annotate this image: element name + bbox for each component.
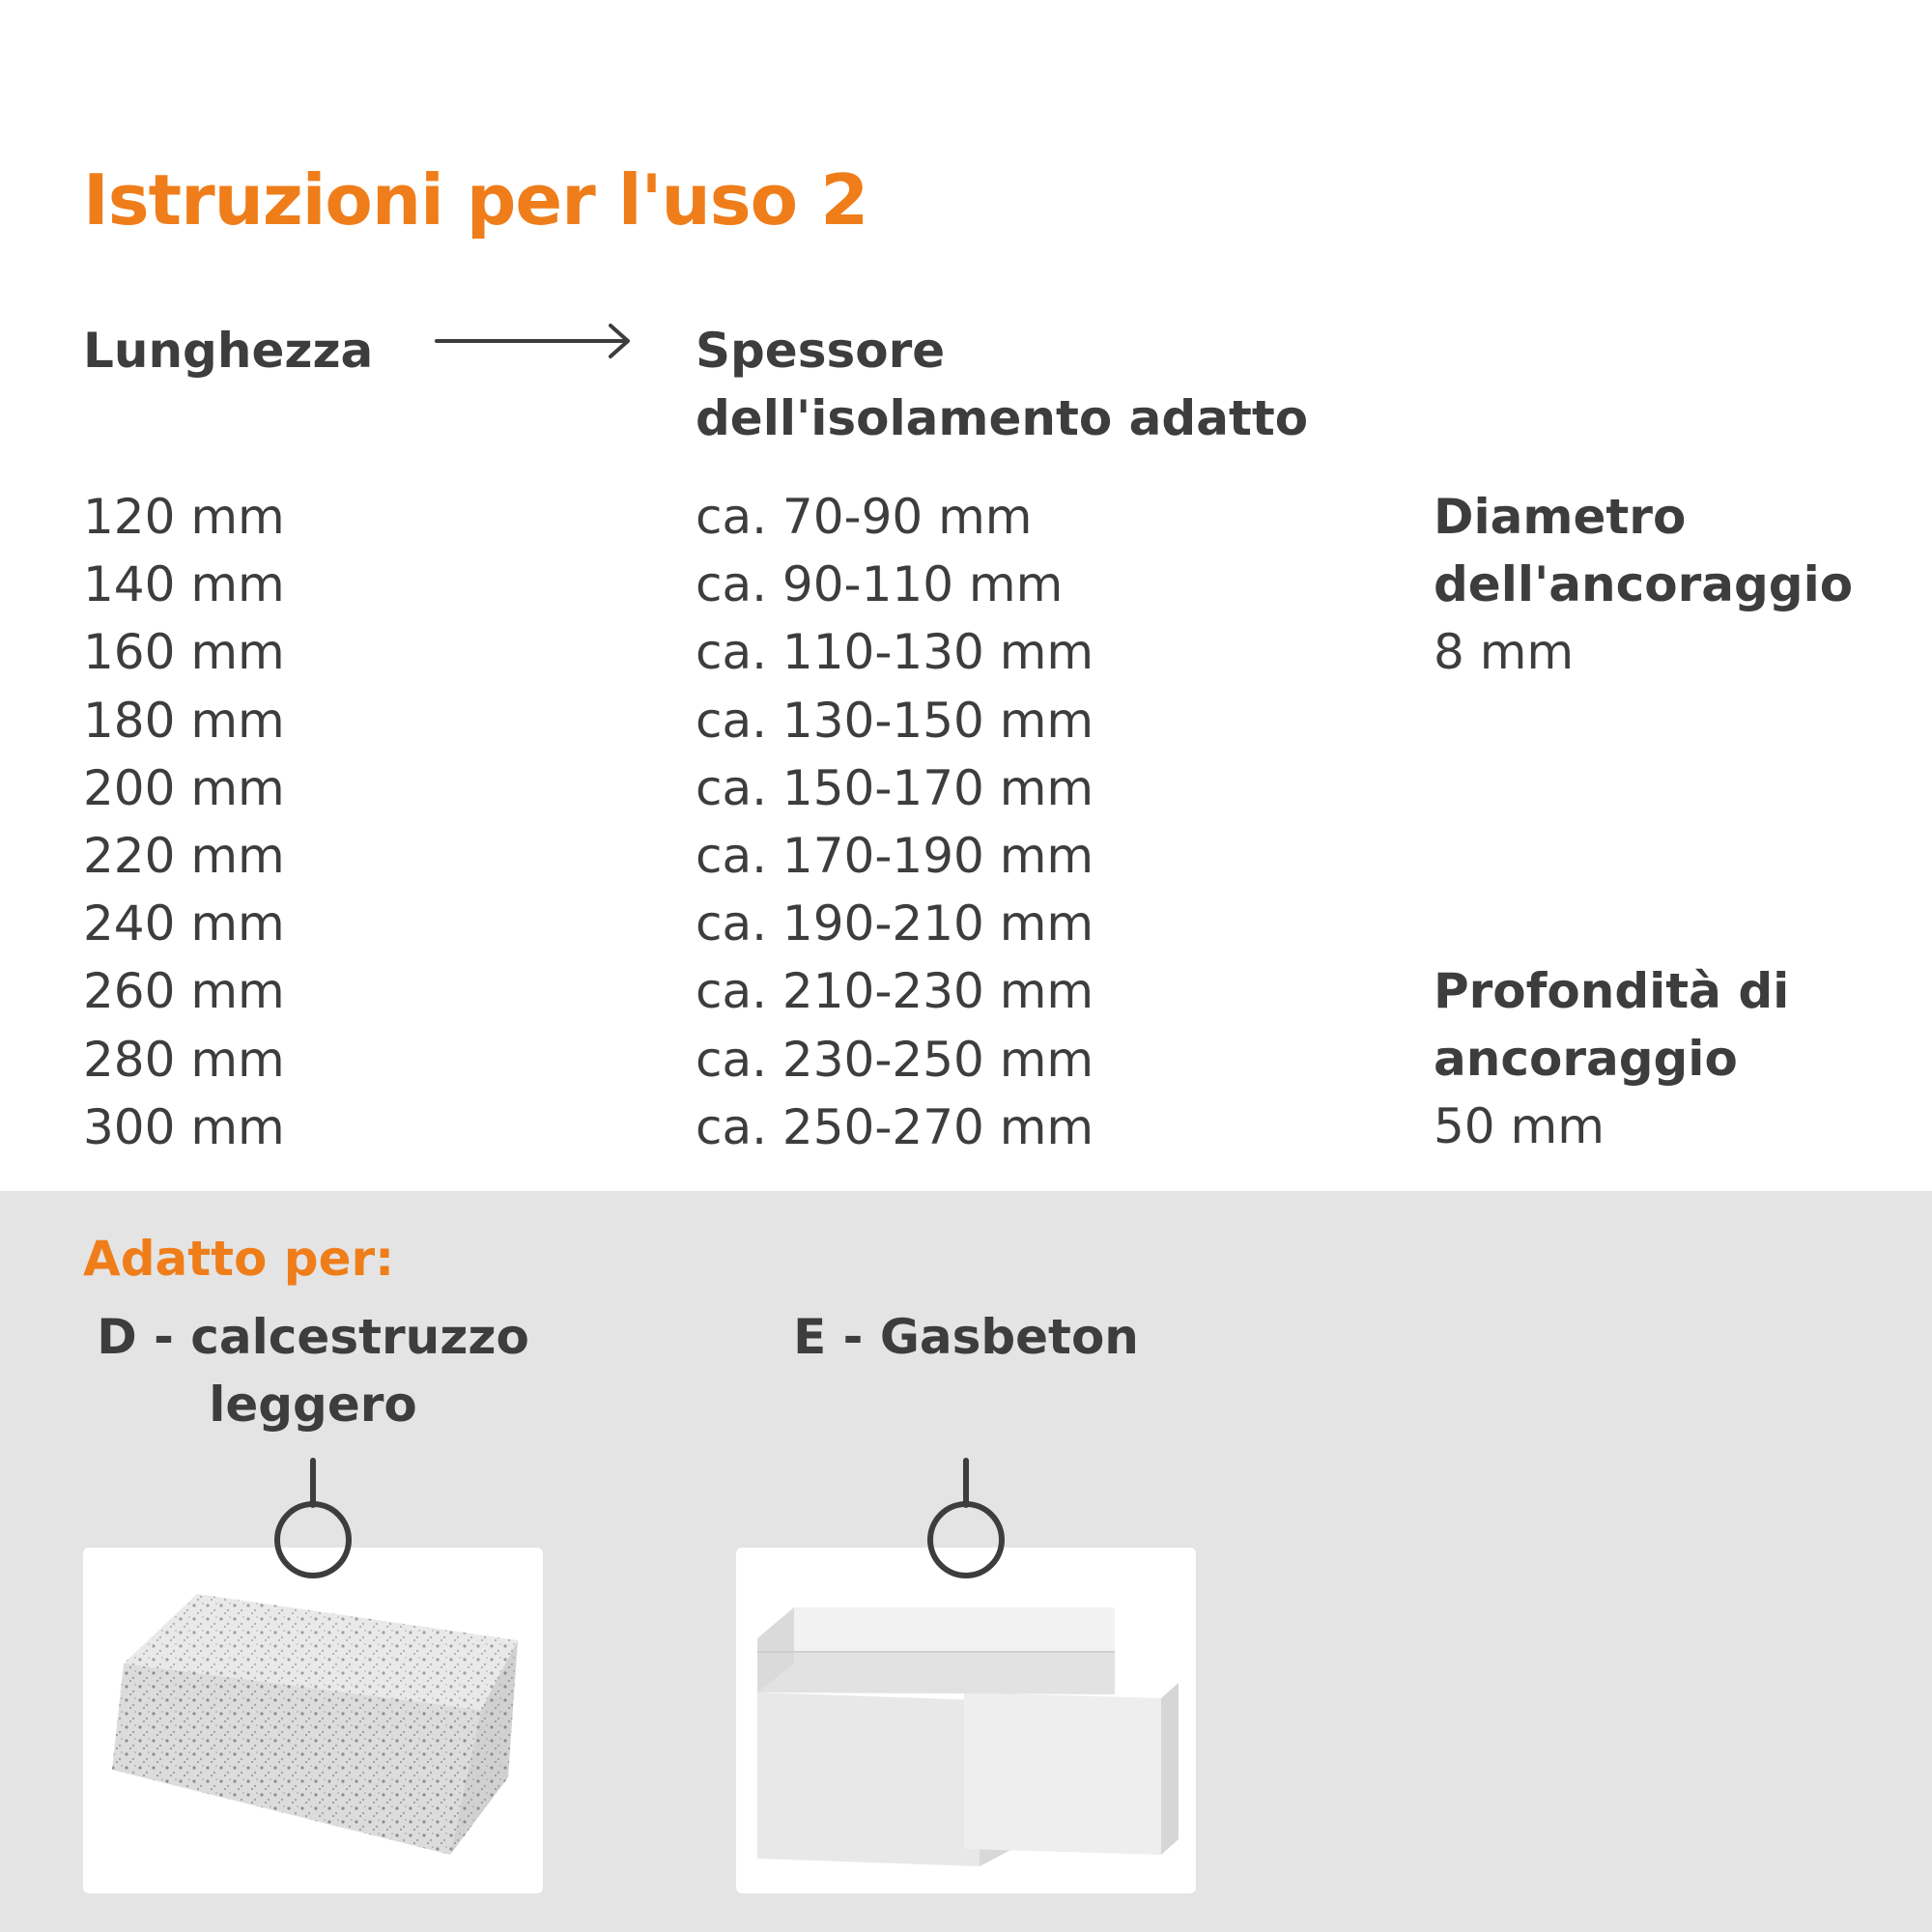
thickness-value: ca. 90-110 mm bbox=[696, 556, 1064, 613]
hook-icon bbox=[265, 1457, 361, 1582]
thickness-value: ca. 210-230 mm bbox=[696, 963, 1094, 1020]
length-list bbox=[83, 483, 285, 1161]
diameter-label-line1: Diametro bbox=[1434, 489, 1687, 545]
length-value: 200 mm bbox=[83, 759, 285, 816]
light-concrete-block-image bbox=[83, 1548, 543, 1893]
hook-icon bbox=[918, 1457, 1014, 1582]
thickness-list bbox=[696, 483, 1094, 1161]
thickness-value: ca. 110-130 mm bbox=[696, 624, 1094, 681]
length-value: 280 mm bbox=[83, 1031, 285, 1088]
material-label-gasbeton bbox=[724, 1303, 1208, 1371]
length-column-header: Lunghezza bbox=[83, 323, 374, 379]
thickness-value: ca. 70-90 mm bbox=[696, 489, 1033, 545]
depth-label-line1: Profondità di bbox=[1434, 963, 1790, 1019]
thickness-value: ca. 230-250 mm bbox=[696, 1031, 1094, 1088]
length-value: 220 mm bbox=[83, 828, 285, 885]
length-value: 300 mm bbox=[83, 1098, 285, 1155]
thickness-value: ca. 150-170 mm bbox=[696, 759, 1094, 816]
gasbeton-card bbox=[736, 1548, 1196, 1893]
length-value: 180 mm bbox=[83, 692, 285, 749]
length-value: 240 mm bbox=[83, 895, 285, 952]
thickness-column-header bbox=[696, 317, 1308, 452]
suitable-heading: Adatto per: bbox=[83, 1231, 395, 1287]
length-value: 160 mm bbox=[83, 624, 285, 681]
aerated-concrete-blocks-image bbox=[736, 1548, 1196, 1893]
thickness-header-line1: Spessore bbox=[696, 323, 946, 379]
material-label-line2: leggero bbox=[209, 1377, 417, 1433]
length-value: 120 mm bbox=[83, 489, 285, 545]
material-label-line1: E - Gasbeton bbox=[793, 1309, 1139, 1365]
thickness-value: ca. 170-190 mm bbox=[696, 828, 1094, 885]
light-concrete-card bbox=[83, 1548, 543, 1893]
thickness-header-line2: dell'isolamento adatto bbox=[696, 390, 1309, 446]
arrow-right-icon bbox=[435, 322, 633, 360]
length-value: 140 mm bbox=[83, 556, 285, 613]
diameter-value: 8 mm bbox=[1434, 624, 1575, 680]
length-value: 260 mm bbox=[83, 963, 285, 1020]
thickness-value: ca. 130-150 mm bbox=[696, 692, 1094, 749]
material-label-line1: D - calcestruzzo bbox=[97, 1309, 529, 1365]
depth-value: 50 mm bbox=[1434, 1098, 1605, 1154]
diameter-label-line2: dell'ancoraggio bbox=[1434, 556, 1854, 612]
page-title: Istruzioni per l'uso 2 bbox=[83, 159, 868, 241]
thickness-value: ca. 250-270 mm bbox=[696, 1098, 1094, 1155]
depth-label-line2: ancoraggio bbox=[1434, 1031, 1738, 1087]
thickness-value: ca. 190-210 mm bbox=[696, 895, 1094, 952]
material-label-light-concrete bbox=[71, 1303, 554, 1438]
